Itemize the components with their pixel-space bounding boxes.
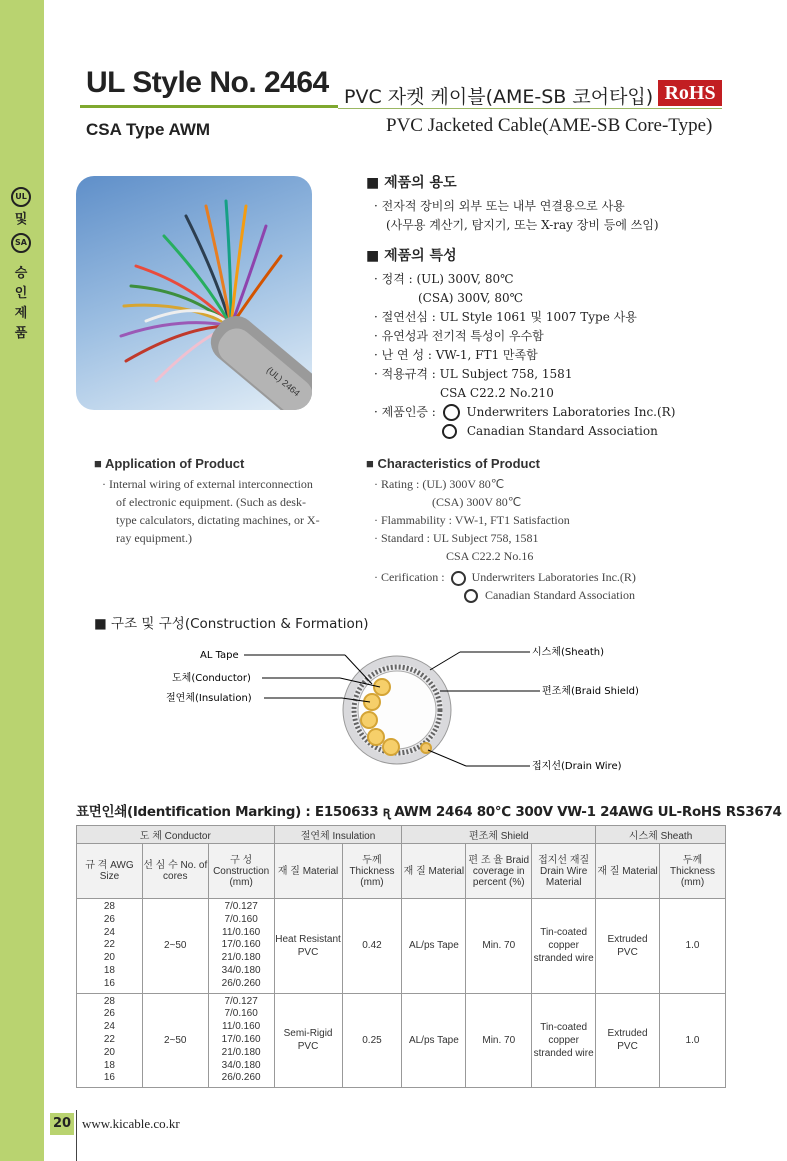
feature-line: (CSA) 300V, 80℃ <box>418 291 524 305</box>
feature-line: · 적용규격 : UL Subject 758, 1581 <box>374 367 573 381</box>
footer-url[interactable]: www.kicable.co.kr <box>82 1116 180 1131</box>
csa-mark-icon: SA <box>11 233 31 253</box>
label-sheath: 시스체(Sheath) <box>532 647 605 658</box>
subtitle-rule <box>338 108 722 109</box>
usage-line: (사무용 계산기, 탐지기, 또는 X-ray 장비 등에 쓰임) <box>386 218 659 232</box>
application-section <box>94 456 320 547</box>
label-conductor: 도체(Conductor) <box>172 673 251 684</box>
label-insulation: 절연체(Insulation) <box>166 693 252 704</box>
header-awg: 규 격 AWG Size <box>77 844 143 899</box>
side-char: 제 <box>14 306 28 321</box>
cert-ul-text: Underwriters Laboratories Inc.(R) <box>466 405 676 419</box>
char-line: · Flammability : VW-1, FT1 Satisfaction <box>374 513 570 527</box>
feature-line: · 정격 : (UL) 300V, 80℃ <box>374 272 514 286</box>
feature-line: · 유연성과 전기적 특성이 우수함 <box>374 329 544 343</box>
feature-line <box>366 422 675 441</box>
feature-line: · 난 연 성 : VW-1, FT1 만족함 <box>374 348 538 362</box>
construction-list: 7/0.127 7/0.160 11/0.160 17/0.160 21/0.180 34/0.180 26/0.260 <box>208 899 274 994</box>
side-char: 인 <box>14 286 28 301</box>
side-char: 및 <box>14 212 28 227</box>
application-line: · Internal wiring of external interconnection <box>102 477 313 491</box>
ul-logo-icon <box>443 404 460 421</box>
product-photo <box>76 176 312 410</box>
title-underline <box>80 105 338 108</box>
cerification-csa: Canadian Standard Association <box>485 588 635 602</box>
construction-heading: ■ 구조 및 구성(Construction & Formation) <box>94 616 369 632</box>
cable-illustration <box>76 176 312 410</box>
construction-list: 7/0.127 7/0.160 11/0.160 17/0.160 21/0.180 34/0.180 26/0.260 <box>208 993 274 1088</box>
subtitle-korean: PVC 자켓 케이블(AME-SB 코어타입) <box>344 86 654 108</box>
rohs-badge: RoHS <box>658 80 722 106</box>
braid-cell: Min. 70 <box>466 993 532 1088</box>
side-gutter <box>44 0 79 1161</box>
drain-cell: Tin-coated copper stranded wire <box>532 899 596 994</box>
ul-mark-icon: UL <box>11 187 31 207</box>
header-ins-thickness: 두께 Thickness (mm) <box>342 844 402 899</box>
cert-csa-text: Canadian Standard Association <box>466 424 658 438</box>
features-heading: ■ 제품의 특성 <box>366 248 457 264</box>
feature-line <box>366 403 675 422</box>
ins-thickness-cell: 0.25 <box>342 993 402 1088</box>
group-conductor: 도 체 Conductor <box>77 826 275 844</box>
header-sheath-material: 재 질 Material <box>596 844 660 899</box>
identification-marking: 표면인쇄(Identification Marking) : E150633 ꭆ AWM 2464 80℃ 300V VW-1 24AWG UL-RoHS RS3674 <box>76 804 782 820</box>
application-line: of electronic equipment. (Such as desk- <box>116 495 306 509</box>
side-char: 품 <box>14 326 28 341</box>
conductor-core <box>364 694 380 710</box>
ins-material-cell: Heat Resistant PVC <box>274 899 342 994</box>
characteristics-section <box>366 456 636 604</box>
ins-thickness-cell: 0.42 <box>342 899 402 994</box>
conductor-core <box>374 679 390 695</box>
characteristics-heading: ■ Characteristics of Product <box>366 456 541 471</box>
page-number: 20 <box>50 1113 74 1135</box>
cores-cell: 2~50 <box>142 993 208 1088</box>
usage-line: · 전자적 장비의 외부 또는 내부 연결용으로 사용 <box>374 199 625 213</box>
cerification-label: · Cerification : <box>374 570 445 584</box>
drain-wire <box>421 743 431 753</box>
cert-label: · 제품인증 : <box>374 405 436 419</box>
drain-cell: Tin-coated copper stranded wire <box>532 993 596 1088</box>
awg-list: 28 26 24 22 20 18 16 <box>77 899 143 994</box>
footer-divider <box>76 1110 77 1161</box>
header-shield-material: 재 질 Material <box>402 844 466 899</box>
conductor-core <box>368 729 384 745</box>
ins-material-cell: Semi-Rigid PVC <box>274 993 342 1088</box>
group-sheath: 시스체 Sheath <box>596 826 726 844</box>
sheath-thickness-cell: 1.0 <box>660 899 726 994</box>
header-ins-material: 재 질 Material <box>274 844 342 899</box>
label-drain-wire: 접지선(Drain Wire) <box>532 761 622 772</box>
shield-material-cell: AL/ps Tape <box>402 899 466 994</box>
application-line: type calculators, dictating machines, or X- <box>116 513 320 527</box>
cross-section-diagram <box>0 640 787 790</box>
csa-type-label: CSA Type AWM <box>86 120 211 139</box>
braid-cell: Min. 70 <box>466 899 532 994</box>
char-line <box>366 586 636 604</box>
sheath-thickness-cell: 1.0 <box>660 993 726 1088</box>
table-row <box>77 899 726 994</box>
header-construction: 구 성 Construction (mm) <box>208 844 274 899</box>
side-band <box>0 0 44 1161</box>
csa-logo-icon <box>442 424 457 439</box>
subtitle-english: PVC Jacketed Cable(AME-SB Core-Type) <box>386 115 713 136</box>
conductor-core <box>383 739 399 755</box>
usage-heading: ■ 제품의 용도 <box>366 175 457 191</box>
char-line: · Rating : (UL) 300V 80℃ <box>374 477 505 491</box>
approval-vertical-label <box>6 184 36 344</box>
feature-line: CSA C22.2 No.210 <box>440 386 554 400</box>
conductor-core <box>361 712 377 728</box>
korean-info-block <box>366 174 675 441</box>
shield-material-cell: AL/ps Tape <box>402 993 466 1088</box>
awg-list: 28 26 24 22 20 18 16 <box>77 993 143 1088</box>
spec-table <box>76 825 726 1088</box>
header-drain: 접지선 재질 Drain Wire Material <box>532 844 596 899</box>
label-braid-shield: 편조체(Braid Shield) <box>542 686 639 697</box>
sheath-material-cell: Extruded PVC <box>596 993 660 1088</box>
header-sheath-thickness: 두께 Thickness (mm) <box>660 844 726 899</box>
cable-print-label: (UL) 2464 <box>264 364 302 399</box>
char-line: CSA C22.2 No.16 <box>446 549 534 563</box>
char-line: · Standard : UL Subject 758, 1581 <box>374 531 539 545</box>
label-al-tape: AL Tape <box>200 650 239 661</box>
csa-logo-icon <box>464 589 478 603</box>
header-cores: 선 심 수 No. of cores <box>142 844 208 899</box>
cerification-ul: Underwriters Laboratories Inc.(R) <box>471 570 636 584</box>
ul-logo-icon <box>451 571 466 586</box>
char-line <box>366 568 636 586</box>
char-line: (CSA) 300V 80℃ <box>432 495 522 509</box>
application-line: ray equipment.) <box>116 531 192 545</box>
application-heading: ■ Application of Product <box>94 456 245 471</box>
feature-line: · 절연선심 : UL Style 1061 및 1007 Type 사용 <box>374 310 637 324</box>
header-braid: 편 조 율 Braid coverage in percent (%) <box>466 844 532 899</box>
table-row <box>77 993 726 1088</box>
cores-cell: 2~50 <box>142 899 208 994</box>
side-char: 승 <box>14 266 28 281</box>
group-shield: 편조체 Shield <box>402 826 596 844</box>
sheath-material-cell: Extruded PVC <box>596 899 660 994</box>
group-insulation: 절연체 Insulation <box>274 826 402 844</box>
page-title: UL Style No. 2464 <box>86 66 329 99</box>
